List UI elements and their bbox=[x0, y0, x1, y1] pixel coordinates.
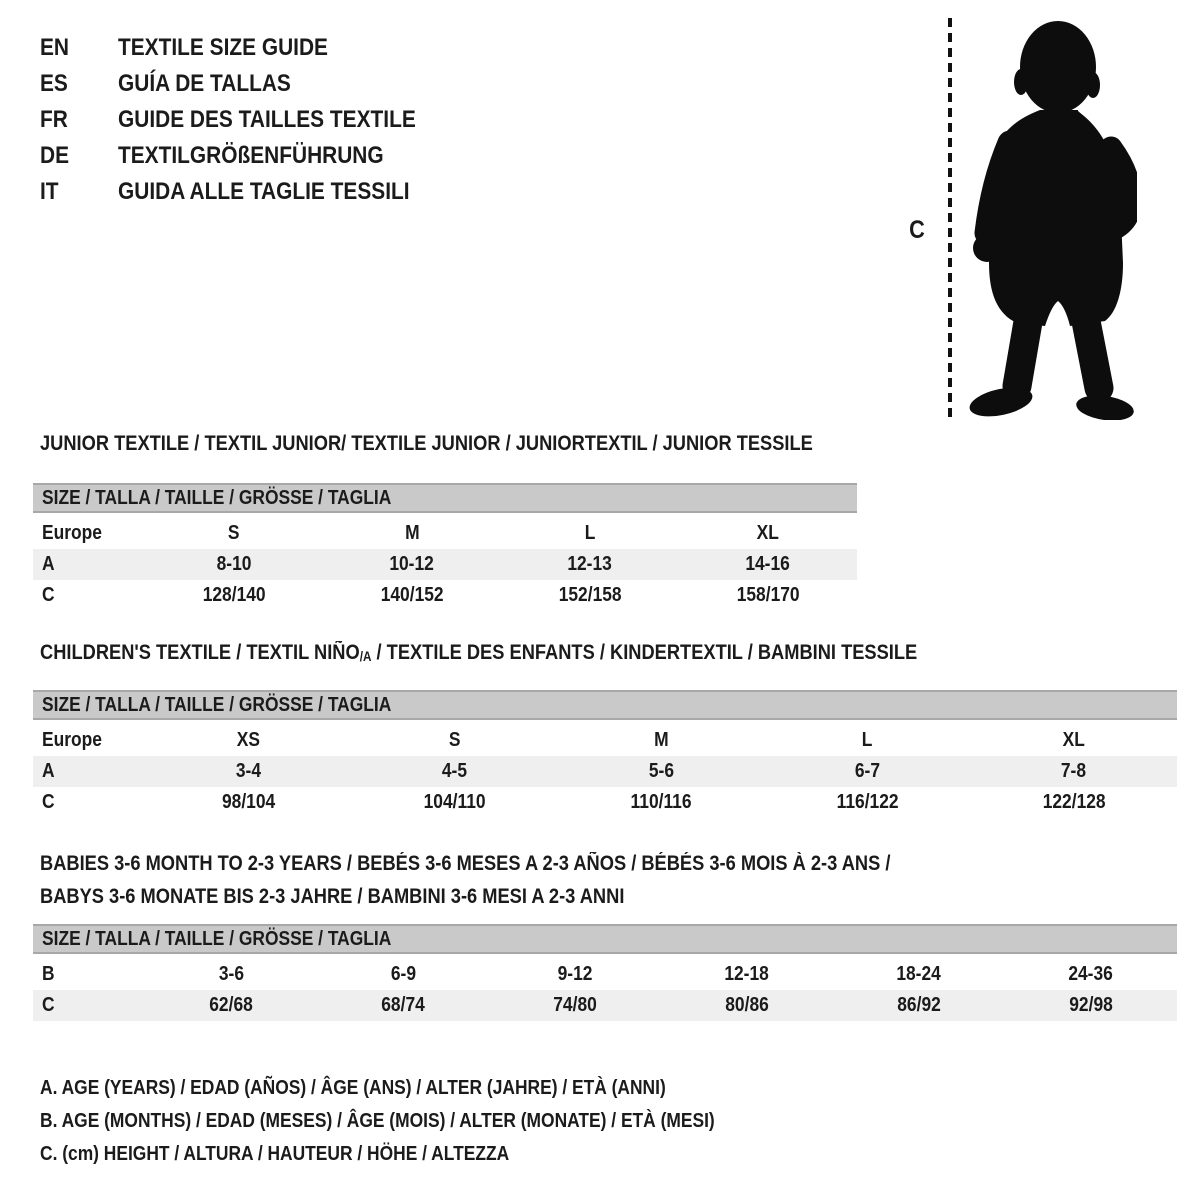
language-title-text: GUÍA DE TALLAS bbox=[118, 70, 291, 97]
height-measure-label-text: C bbox=[909, 216, 925, 244]
table-cell bbox=[145, 553, 323, 576]
language-title bbox=[118, 178, 460, 206]
table-cell-text: 12-18 bbox=[724, 963, 770, 985]
table-cell-text: 4-5 bbox=[442, 760, 468, 782]
table-cell-text: M bbox=[653, 729, 669, 751]
table-cell-text: 122/128 bbox=[1042, 791, 1106, 813]
height-measure-line bbox=[946, 16, 954, 420]
table-cell bbox=[1005, 963, 1177, 986]
table-row bbox=[33, 518, 857, 549]
note-age-months-text: B. AGE (MONTHS) / EDAD (MESES) / ÂGE (MOIS) / ALTER (MONATE) / ETÀ (MESI) bbox=[40, 1110, 715, 1132]
table-cell bbox=[764, 760, 970, 783]
table-row bbox=[33, 756, 1177, 787]
table-row bbox=[33, 990, 1177, 1021]
row-label bbox=[33, 584, 145, 607]
babies-size-table bbox=[33, 924, 1177, 1021]
table-cell bbox=[679, 553, 857, 576]
table-cell-text: 98/104 bbox=[221, 791, 275, 813]
table-cell bbox=[679, 584, 857, 607]
language-title bbox=[118, 34, 460, 62]
table-cell bbox=[501, 522, 679, 545]
table-cell bbox=[558, 760, 764, 783]
table-row bbox=[33, 959, 1177, 990]
language-title-text: GUIDA ALLE TAGLIE TESSILI bbox=[118, 178, 410, 205]
table-cell-text: 6-7 bbox=[854, 760, 880, 782]
table-cell bbox=[971, 729, 1177, 752]
table-cell-text: L bbox=[862, 729, 873, 751]
table-row bbox=[33, 787, 1177, 818]
table-cell-text: S bbox=[448, 729, 461, 751]
table-cell-text: 104/110 bbox=[423, 791, 486, 813]
table-cell bbox=[833, 994, 1005, 1017]
table-cell bbox=[489, 994, 661, 1017]
table-cell-text: 158/170 bbox=[736, 584, 800, 606]
children-heading-pre: CHILDREN'S TEXTILE / TEXTIL NIÑO bbox=[40, 641, 360, 664]
language-title bbox=[118, 106, 460, 134]
table-cell bbox=[661, 994, 833, 1017]
table-row bbox=[33, 580, 857, 611]
table-cell bbox=[317, 994, 489, 1017]
table-cell bbox=[558, 729, 764, 752]
row-label-text: C bbox=[42, 584, 55, 606]
row-label-text: A bbox=[42, 553, 55, 575]
language-row bbox=[40, 138, 460, 174]
children-heading-sub: /A bbox=[359, 649, 372, 664]
table-cell-text: 3-4 bbox=[235, 760, 261, 782]
table-cell-text: 12-13 bbox=[567, 553, 613, 575]
size-header-band bbox=[33, 483, 857, 513]
language-code-text: ES bbox=[40, 70, 68, 97]
table-cell bbox=[323, 584, 501, 607]
table-cell bbox=[351, 760, 557, 783]
baby-silhouette-icon bbox=[965, 18, 1137, 420]
table-cell bbox=[501, 553, 679, 576]
table-cell-text: 140/152 bbox=[380, 584, 444, 606]
row-label bbox=[33, 791, 145, 814]
size-header-text: SIZE / TALLA / TAILLE / GRÖSSE / TAGLIA bbox=[42, 927, 392, 950]
table-cell-text: 86/92 bbox=[897, 994, 941, 1016]
row-label-text: Europe bbox=[42, 522, 102, 544]
height-measure-label bbox=[908, 216, 926, 245]
table-cell-text: XL bbox=[756, 522, 780, 544]
table-cell-text: 3-6 bbox=[218, 963, 244, 985]
babies-heading-line1-text: BABIES 3-6 MONTH TO 2-3 YEARS / BEBÉS 3-6 MESES A 2-3 AÑOS / BÉBÉS 3-6 MOIS À 2-3 ANS / bbox=[40, 852, 891, 875]
junior-size-table bbox=[33, 483, 857, 611]
table-cell bbox=[764, 729, 970, 752]
table-cell bbox=[323, 553, 501, 576]
children-section-heading bbox=[40, 641, 1048, 669]
table-cell-text: 5-6 bbox=[648, 760, 674, 782]
table-cell-text: 9-12 bbox=[557, 963, 593, 985]
row-label bbox=[33, 729, 145, 752]
language-title-text: TEXTILGRÖßENFÜHRUNG bbox=[118, 142, 384, 169]
language-row bbox=[40, 30, 460, 66]
table-cell-text: 92/98 bbox=[1069, 994, 1113, 1016]
table-cell-text: S bbox=[228, 522, 240, 544]
language-row bbox=[40, 102, 460, 138]
row-label bbox=[33, 522, 145, 545]
table-cell-text: XS bbox=[236, 729, 260, 751]
table-cell bbox=[145, 760, 351, 783]
table-cell bbox=[317, 963, 489, 986]
language-title-text: GUIDE DES TAILLES TEXTILE bbox=[118, 106, 416, 133]
babies-heading-line2 bbox=[40, 880, 1018, 913]
table-cell bbox=[145, 522, 323, 545]
table-cell-text: 18-24 bbox=[896, 963, 942, 985]
note-height-cm-text: C. (cm) HEIGHT / ALTURA / HAUTEUR / HÖHE / ALTEZZA bbox=[40, 1143, 510, 1165]
language-title bbox=[118, 70, 460, 98]
table-cell-text: 14-16 bbox=[745, 553, 791, 575]
table-cell bbox=[833, 963, 1005, 986]
table-cell bbox=[145, 729, 351, 752]
language-code-text: EN bbox=[40, 34, 70, 61]
table-cell bbox=[145, 963, 317, 986]
table-cell bbox=[351, 791, 557, 814]
babies-table-rows bbox=[33, 959, 1177, 1021]
table-cell-text: 74/80 bbox=[553, 994, 597, 1016]
table-cell-text: L bbox=[584, 522, 596, 544]
table-cell bbox=[661, 963, 833, 986]
table-cell bbox=[501, 584, 679, 607]
children-section-heading-text bbox=[40, 641, 917, 669]
size-header-text: SIZE / TALLA / TAILLE / GRÖSSE / TAGLIA bbox=[42, 486, 392, 509]
table-cell-text: 6-9 bbox=[390, 963, 416, 985]
table-cell-text: 128/140 bbox=[202, 584, 266, 606]
table-cell-text: 8-10 bbox=[216, 553, 252, 575]
language-code bbox=[40, 70, 118, 98]
table-cell bbox=[764, 791, 970, 814]
babies-section-heading bbox=[40, 847, 1018, 913]
size-header-band bbox=[33, 690, 1177, 720]
note-height-cm bbox=[40, 1138, 816, 1171]
table-cell-text: 110/116 bbox=[630, 791, 692, 813]
note-age-years-text: A. AGE (YEARS) / EDAD (AÑOS) / ÂGE (ANS) / ALTER (JAHRE) / ETÀ (ANNI) bbox=[40, 1077, 666, 1099]
table-cell bbox=[558, 791, 764, 814]
children-table-rows bbox=[33, 725, 1177, 818]
language-code bbox=[40, 34, 118, 62]
row-label-text: C bbox=[42, 994, 55, 1016]
table-cell bbox=[679, 522, 857, 545]
table-cell bbox=[323, 522, 501, 545]
size-header-band bbox=[33, 924, 1177, 954]
table-row bbox=[33, 725, 1177, 756]
language-row bbox=[40, 174, 460, 210]
table-cell-text: 116/122 bbox=[836, 791, 899, 813]
language-title bbox=[118, 142, 460, 170]
note-age-months bbox=[40, 1105, 816, 1138]
table-cell bbox=[145, 791, 351, 814]
table-cell bbox=[351, 729, 557, 752]
table-cell-text: 7-8 bbox=[1061, 760, 1087, 782]
table-cell-text: M bbox=[404, 522, 420, 544]
table-row bbox=[33, 549, 857, 580]
table-cell-text: 62/68 bbox=[209, 994, 253, 1016]
junior-table-rows bbox=[33, 518, 857, 611]
table-cell bbox=[1005, 994, 1177, 1017]
children-heading-post: / TEXTILE DES ENFANTS / KINDERTEXTIL / BAMBINI TESSILE bbox=[371, 641, 918, 664]
language-row bbox=[40, 66, 460, 102]
row-label bbox=[33, 760, 145, 783]
row-label bbox=[33, 963, 145, 986]
table-cell-text: 10-12 bbox=[389, 553, 435, 575]
language-code bbox=[40, 142, 118, 170]
babies-heading-line2-text: BABYS 3-6 MONATE BIS 2-3 JAHRE / BAMBINI 3-6 MESI A 2-3 ANNI bbox=[40, 885, 625, 908]
language-code-text: IT bbox=[40, 178, 59, 205]
table-cell-text: 24-36 bbox=[1068, 963, 1114, 985]
size-header-text: SIZE / TALLA / TAILLE / GRÖSSE / TAGLIA bbox=[42, 693, 392, 716]
table-cell bbox=[145, 994, 317, 1017]
junior-section-heading bbox=[40, 432, 928, 456]
children-size-table bbox=[33, 690, 1177, 818]
junior-section-heading-text: JUNIOR TEXTILE / TEXTIL JUNIOR/ TEXTILE JUNIOR / JUNIORTEXTIL / JUNIOR TESSILE bbox=[40, 432, 813, 455]
table-cell bbox=[145, 584, 323, 607]
row-label bbox=[33, 553, 145, 576]
row-label-text: Europe bbox=[42, 729, 102, 751]
table-cell bbox=[971, 791, 1177, 814]
row-label-text: C bbox=[42, 791, 55, 813]
table-cell bbox=[971, 760, 1177, 783]
table-cell bbox=[489, 963, 661, 986]
language-code bbox=[40, 178, 118, 206]
table-cell-text: XL bbox=[1062, 729, 1085, 751]
language-code-text: FR bbox=[40, 106, 68, 133]
table-cell-text: 152/158 bbox=[558, 584, 622, 606]
footnotes bbox=[40, 1072, 816, 1171]
language-title-text: TEXTILE SIZE GUIDE bbox=[118, 34, 328, 61]
language-code bbox=[40, 106, 118, 134]
table-cell-text: 68/74 bbox=[381, 994, 425, 1016]
language-title-list bbox=[40, 30, 460, 210]
row-label-text: B bbox=[42, 963, 55, 985]
language-code-text: DE bbox=[40, 142, 70, 169]
table-cell-text: 80/86 bbox=[725, 994, 769, 1016]
note-age-years bbox=[40, 1072, 816, 1105]
row-label bbox=[33, 994, 145, 1017]
babies-heading-line1 bbox=[40, 847, 1018, 880]
row-label-text: A bbox=[42, 760, 55, 782]
